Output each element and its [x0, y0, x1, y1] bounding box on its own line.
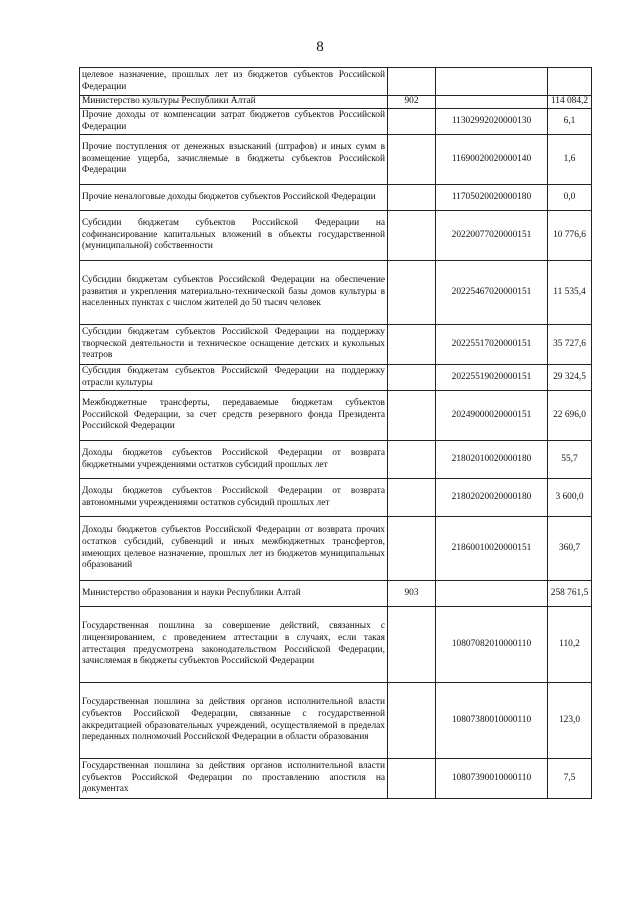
cell-revenue-code: 20220077020000151	[436, 211, 548, 261]
cell-name: Доходы бюджетов субъектов Российской Федерации от возврата бюджетными учреждениями остатков субсидий прошлых лет	[80, 441, 388, 479]
cell-name: Субсидии бюджетам субъектов Российской Федерации на софинансирование капитальных вложений в объекты государственной (муниципальной) собственности	[80, 211, 388, 261]
cell-admin-code	[388, 68, 436, 96]
cell-revenue-code: 21860010020000151	[436, 517, 548, 581]
cell-amount: 3 600,0	[548, 479, 592, 517]
cell-name: Прочие неналоговые доходы бюджетов субъектов Российской Федерации	[80, 185, 388, 211]
cell-name: целевое назначение, прошлых лет из бюджетов субъектов Российской Федерации	[80, 68, 388, 96]
cell-admin-code	[388, 211, 436, 261]
cell-revenue-code: 11302992020000130	[436, 109, 548, 135]
cell-name: Доходы бюджетов субъектов Российской Федерации от возврата автономными учреждениями остатков субсидий прошлых лет	[80, 479, 388, 517]
cell-amount: 1,6	[548, 135, 592, 185]
table-row	[80, 441, 592, 479]
table-row	[80, 96, 592, 109]
cell-amount: 55,7	[548, 441, 592, 479]
cell-name: Прочие доходы от компенсации затрат бюджетов субъектов Российской Федерации	[80, 109, 388, 135]
cell-revenue-code: 20225517020000151	[436, 325, 548, 365]
table-row	[80, 607, 592, 683]
cell-amount: 35 727,6	[548, 325, 592, 365]
cell-name: Доходы бюджетов субъектов Российской Федерации от возврата прочих остатков субсидий, субвенций и иных межбюджетных трансфертов, имеющих целевое назначение, прошлых лет из бюджетов муниципальных образований	[80, 517, 388, 581]
cell-revenue-code	[436, 96, 548, 109]
cell-admin-code	[388, 261, 436, 325]
cell-revenue-code: 11690020020000140	[436, 135, 548, 185]
cell-revenue-code: 21802020020000180	[436, 479, 548, 517]
cell-amount: 7,5	[548, 759, 592, 799]
cell-amount: 258 761,5	[548, 581, 592, 607]
cell-admin-code	[388, 391, 436, 441]
table-row	[80, 185, 592, 211]
cell-admin-code	[388, 683, 436, 759]
cell-revenue-code	[436, 68, 548, 96]
cell-amount: 29 324,5	[548, 365, 592, 391]
cell-revenue-code	[436, 581, 548, 607]
cell-admin-code	[388, 517, 436, 581]
cell-admin-code	[388, 441, 436, 479]
cell-revenue-code: 10807082010000110	[436, 607, 548, 683]
table-row	[80, 68, 592, 96]
cell-name: Министерство культуры Республики Алтай	[80, 96, 388, 109]
cell-admin-code	[388, 607, 436, 683]
table-row	[80, 517, 592, 581]
cell-revenue-code: 21802010020000180	[436, 441, 548, 479]
cell-amount: 360,7	[548, 517, 592, 581]
cell-amount: 10 776,6	[548, 211, 592, 261]
table-body	[80, 68, 592, 799]
table-row	[80, 479, 592, 517]
cell-revenue-code: 10807390010000110	[436, 759, 548, 799]
table-row	[80, 109, 592, 135]
table-row	[80, 135, 592, 185]
cell-admin-code	[388, 325, 436, 365]
table-row	[80, 261, 592, 325]
cell-name: Министерство образования и науки Республики Алтай	[80, 581, 388, 607]
table-row	[80, 365, 592, 391]
cell-name: Субсидия бюджетам субъектов Российской Федерации на поддержку отрасли культуры	[80, 365, 388, 391]
table-row	[80, 581, 592, 607]
page-number: 8	[316, 39, 324, 55]
revenue-table	[79, 67, 592, 799]
cell-admin-code	[388, 365, 436, 391]
cell-name: Государственная пошлина за совершение действий, связанных с лицензированием, с проведением аттестации в случаях, если такая аттестация предусмотрена законодательством Российской Федерации, зачисляемая в бюджеты субъектов Российской Федерации	[80, 607, 388, 683]
table-row	[80, 391, 592, 441]
table-row	[80, 325, 592, 365]
cell-revenue-code: 20249000020000151	[436, 391, 548, 441]
cell-revenue-code: 20225519020000151	[436, 365, 548, 391]
cell-amount: 6,1	[548, 109, 592, 135]
cell-admin-code	[388, 479, 436, 517]
cell-admin-code	[388, 759, 436, 799]
cell-revenue-code: 11705020020000180	[436, 185, 548, 211]
cell-amount	[548, 68, 592, 96]
cell-admin-code: 903	[388, 581, 436, 607]
cell-amount: 22 696,0	[548, 391, 592, 441]
cell-amount: 0,0	[548, 185, 592, 211]
cell-name: Межбюджетные трансферты, передаваемые бюджетам субъектов Российской Федерации, за счет средств резервного фонда Президента Российской Федерации	[80, 391, 388, 441]
cell-admin-code	[388, 135, 436, 185]
table-row	[80, 759, 592, 799]
cell-amount: 110,2	[548, 607, 592, 683]
cell-amount: 114 084,2	[548, 96, 592, 109]
cell-admin-code	[388, 109, 436, 135]
cell-name: Субсидии бюджетам субъектов Российской Федерации на поддержку творческой деятельности и техническое оснащение детских и кукольных театров	[80, 325, 388, 365]
cell-amount: 11 535,4	[548, 261, 592, 325]
cell-name: Государственная пошлина за действия органов исполнительной власти субъектов Российской Федерации по проставлению апостиля на документах	[80, 759, 388, 799]
cell-name: Государственная пошлина за действия органов исполнительной власти субъектов Российской Федерации, связанные с государственной аккредитацией образовательных учреждений, осуществляемой в пределах переданных полномочий Российской Федерации в области образования	[80, 683, 388, 759]
table-row	[80, 211, 592, 261]
cell-revenue-code: 20225467020000151	[436, 261, 548, 325]
cell-amount: 123,0	[548, 683, 592, 759]
cell-admin-code	[388, 185, 436, 211]
cell-name: Субсидии бюджетам субъектов Российской Федерации на обеспечение развития и укрепления материально-технической базы домов культуры в населенных пунктах с числом жителей до 50 тысяч человек	[80, 261, 388, 325]
table-row	[80, 683, 592, 759]
cell-revenue-code: 10807380010000110	[436, 683, 548, 759]
cell-admin-code: 902	[388, 96, 436, 109]
cell-name: Прочие поступления от денежных взысканий (штрафов) и иных сумм в возмещение ущерба, зачисляемые в бюджеты субъектов Российской Федерации	[80, 135, 388, 185]
